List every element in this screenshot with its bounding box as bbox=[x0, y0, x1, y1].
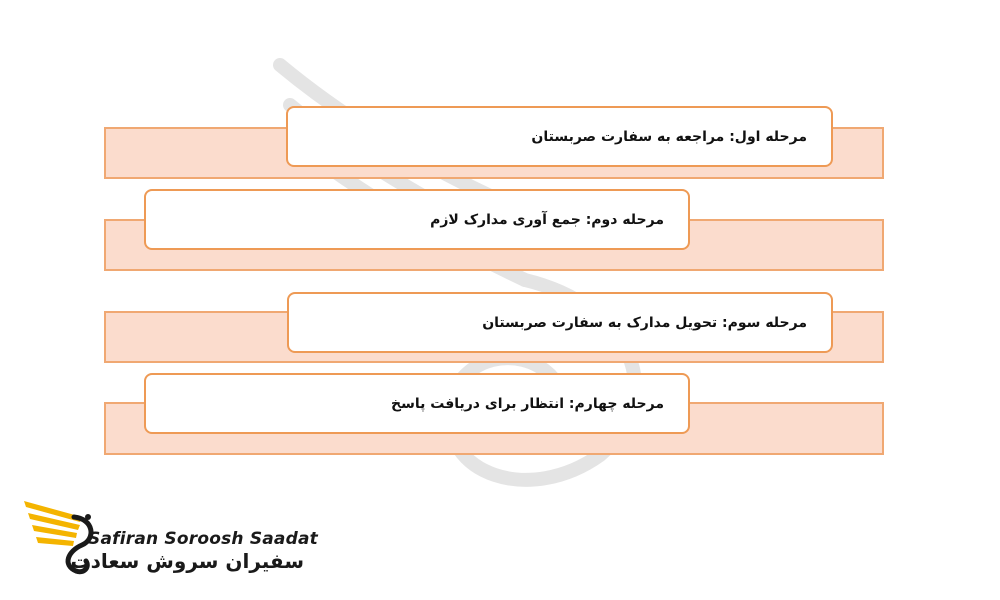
step-1-box bbox=[286, 106, 833, 167]
step-4-label: مرحله چهارم: انتظار برای دریافت پاسخ bbox=[391, 395, 664, 412]
step-3-label: مرحله سوم: تحویل مدارک به سفارت صربستان bbox=[482, 314, 807, 331]
step-4-box bbox=[144, 373, 690, 434]
step-2-box bbox=[144, 189, 690, 250]
logo-latin-text: Safiran Soroosh Saadat bbox=[88, 529, 318, 549]
step-1-label: مرحله اول: مراجعه به سفارت صربستان bbox=[531, 128, 807, 145]
company-logo bbox=[22, 495, 318, 585]
step-2-label: مرحله دوم: جمع آوری مدارک لازم bbox=[430, 211, 664, 228]
step-3-box bbox=[287, 292, 833, 353]
logo-persian-text: سفیران سروش سعادت bbox=[70, 549, 304, 573]
